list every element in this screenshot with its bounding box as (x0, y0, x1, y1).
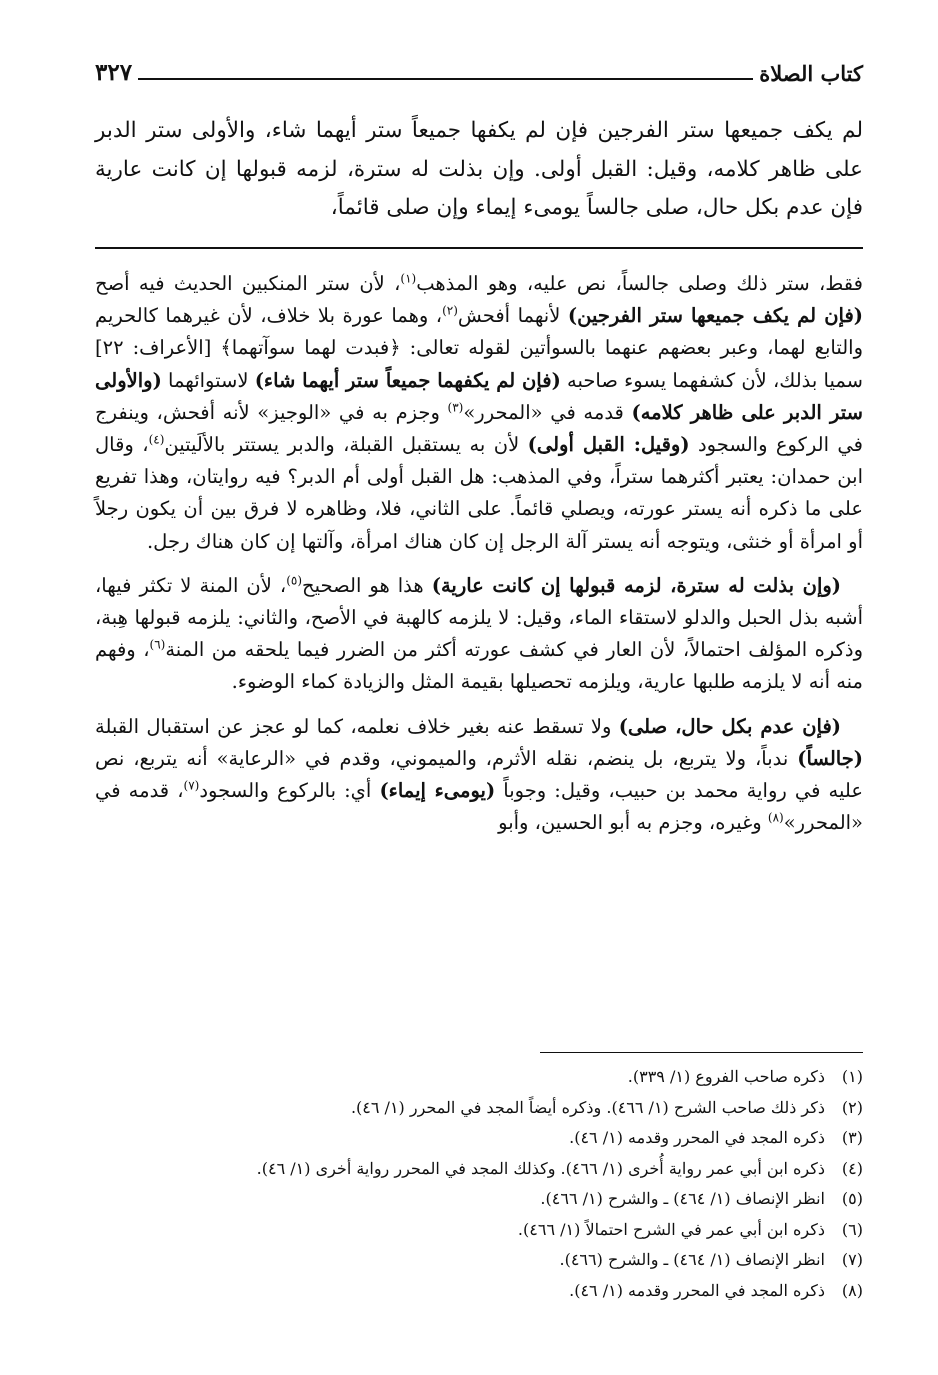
text-run: وغيره، وجزم به أبو الحسين، وأبو (498, 811, 768, 835)
page-number: ٣٢٧ (95, 59, 133, 86)
footnote-ref-1: (١) (400, 271, 417, 286)
matn-quote: (وقيل: القبل أولى) (527, 433, 690, 457)
text-run: ، وهما عورة بلا خلاف، لأن غيرهما كالحريم والتابع لهما، وعبر بعضهم عنهما بالسوأتين لقوله تعالى: ﴿فبدت لهما سوآتهما﴾ [الأعراف: ٢٢] سميا بذلك، لأن كشفهما يسوء صاحبه (95, 304, 863, 392)
footnote-text: ذكره صاحب الفروع (١/ ٣٣٩). (627, 1067, 825, 1086)
footnote-number: (٨) (841, 1280, 863, 1300)
footnote-number: (٢) (841, 1097, 863, 1117)
footnote-3 (95, 1123, 863, 1154)
footnote-number: (٥) (841, 1189, 863, 1208)
text-run: لاستوائهما (161, 368, 255, 392)
matn-quote: (يومىء إيماء) (379, 779, 496, 803)
footnote-ref-3: (٣) (447, 400, 464, 415)
text-run: لأن به يستقبل القبلة، والدبر يستتر بالألَيتين (164, 433, 528, 457)
footnote-ref-4: (٤) (148, 432, 165, 447)
text-run: وجزم به في «الوجيز» لأنه أفحش، وينفرج في الركوع والسجود (95, 400, 863, 457)
footnote-6 (95, 1215, 863, 1246)
matn-text: لم يكف جميعها ستر الفرجين فإن لم يكفها جميعاً ستر أيهما شاء، والأولى ستر الدبر على ظاهر كلامه، وقيل: القبل أولى. وإن بذلت له سترة، لزمه قبولها إن كانت عارية فإن عدم بكل حال، صلى جالساً يومىء إيماء وإن صلى قائماً، (95, 118, 863, 220)
chapter-title: كتاب الصلاة (759, 61, 863, 86)
commentary-paragraph-2 (95, 570, 863, 699)
footnote-text: انظر الإنصاف (١/ ٤٦٤) ـ والشرح (١/ ٤٦٦). (540, 1189, 825, 1208)
text-run: أي: بالركوع والسجود (199, 779, 380, 803)
footnote-text: ذكره ابن أبي عمر في الشرح احتمالاً (١/ ٤٦٦). (517, 1219, 825, 1239)
footnote-ref-5: (٥) (286, 573, 303, 588)
footnote-5 (95, 1184, 863, 1215)
commentary-paragraph-3 (95, 711, 863, 840)
commentary (95, 268, 863, 851)
footnote-number: (١) (841, 1067, 863, 1086)
header-rule (138, 78, 753, 80)
text-run: ، قدمه في «المحرر» (95, 779, 863, 835)
footnote-text: انظر الإنصاف (١/ ٤٦٤) ـ والشرح (٤٦٦). (559, 1250, 825, 1269)
page-header (95, 58, 863, 86)
footnote-ref-6: (٦) (149, 637, 166, 652)
matn-quote: (فإن لم يكف جميعها ستر الفرجين) (567, 304, 864, 328)
text-run: ، لأن المنة لا تكثر فيها، أشبه بذل الحبل والدلو لاستقاء الماء، وقيل: لا يلزمه كالهبة في الأصح، والثاني: يلزمه قبولها هِبة، وذكره المؤلف احتمالاً، لأن العار في كشف عورته أكثر من الضرر فيما يلحقه من المنة (95, 573, 863, 662)
matn-quote: (فإن لم يكفهما جميعاً ستر أيهما شاء) (254, 368, 561, 392)
footnote-ref-2: (٢) (442, 303, 458, 318)
footnote-text: ذكره ابن أبي عمر رواية أُخرى (١/ ٤٦٦). وكذلك المجد في المحرر رواية أخرى (١/ ٤٦). (256, 1158, 825, 1178)
footnote-4 (95, 1154, 863, 1185)
matn-quote: (فإن عدم بكل حال، صلى) (618, 714, 841, 738)
footnote-number: (٣) (841, 1128, 863, 1147)
text-run: فقط، ستر ذلك وصلى جالساً، نص عليه، وهو المذهب (416, 272, 863, 295)
footnote-text: ذكر ذلك صاحب الشرح (١/ ٤٦٦). وذكره أيضاً المجد في المحرر (١/ ٤٦). (350, 1097, 825, 1117)
text-run: لأنهما أفحش (457, 304, 568, 328)
footnote-separator (540, 1052, 863, 1053)
footnote-ref-8: (٨) (767, 810, 784, 825)
text-run: ولا تسقط عنه بغير خلاف نعلمه، كما لو عجز عن استقبال القبلة (95, 714, 619, 738)
footnote-number: (٦) (841, 1219, 863, 1239)
footnotes (95, 1062, 863, 1306)
footnote-8 (95, 1276, 863, 1307)
footnote-number: (٧) (841, 1250, 863, 1269)
footnote-7 (95, 1245, 863, 1276)
text-run: ، وقال ابن حمدان: يعتبر أكثرهما ستراً، وفي المذهب: هل القبل أولى أم الدبر؟ فيه روايتان، وهذا تفريع على ما ذكره أنه يستر عورته، ويصلي قائماً. على الثاني، فلا، وظاهره لا فرق بين أن يكون رجلاً أو امرأة أو خنثى، ويتوجه أنه يستر آلة الرجل إن كان هناك امرأة، وآلتها إن كان هناك رجل. (95, 433, 863, 553)
footnote-text: ذكره المجد في المحرر وقدمه (١/ ٤٦). (569, 1280, 825, 1300)
matn-quote: (والأولى ستر الدبر على ظاهر كلامه) (95, 368, 863, 424)
text-run: هذا هو الصحيح (302, 573, 432, 597)
text-run: قدمه في «المحرر» (463, 400, 632, 424)
footnote-text: ذكره المجد في المحرر وقدمه (١/ ٤٦). (569, 1128, 825, 1147)
footnote-1 (95, 1062, 863, 1093)
text-run: ، وفهم منه أنه لا يلزمه طلبها عارية، ويلزمه تحصيلها بقيمة المثل والزيادة كماء الوضوء. (95, 638, 863, 694)
commentary-paragraph-1 (95, 268, 863, 558)
text-run: ندباً، ولا يتربع، بل ينضم، نقله الأثرم، والميموني، وقدم في «الرعاية» أنه يتربع، نص عليه في رواية محمد بن حبيب، وقيل: وجوباً (95, 746, 863, 803)
matn-separator (95, 247, 863, 249)
matn-quote: (وإن بذلت له سترة، لزمه قبولها إن كانت عارية) (431, 573, 842, 597)
text-run: ، لأن ستر المنكبين الحديث فيه أصح (95, 272, 401, 295)
matn-quote: (جالساً) (797, 746, 863, 770)
footnote-2 (95, 1093, 863, 1124)
footnote-number: (٤) (841, 1158, 863, 1178)
footnote-ref-7: (٧) (183, 778, 200, 793)
